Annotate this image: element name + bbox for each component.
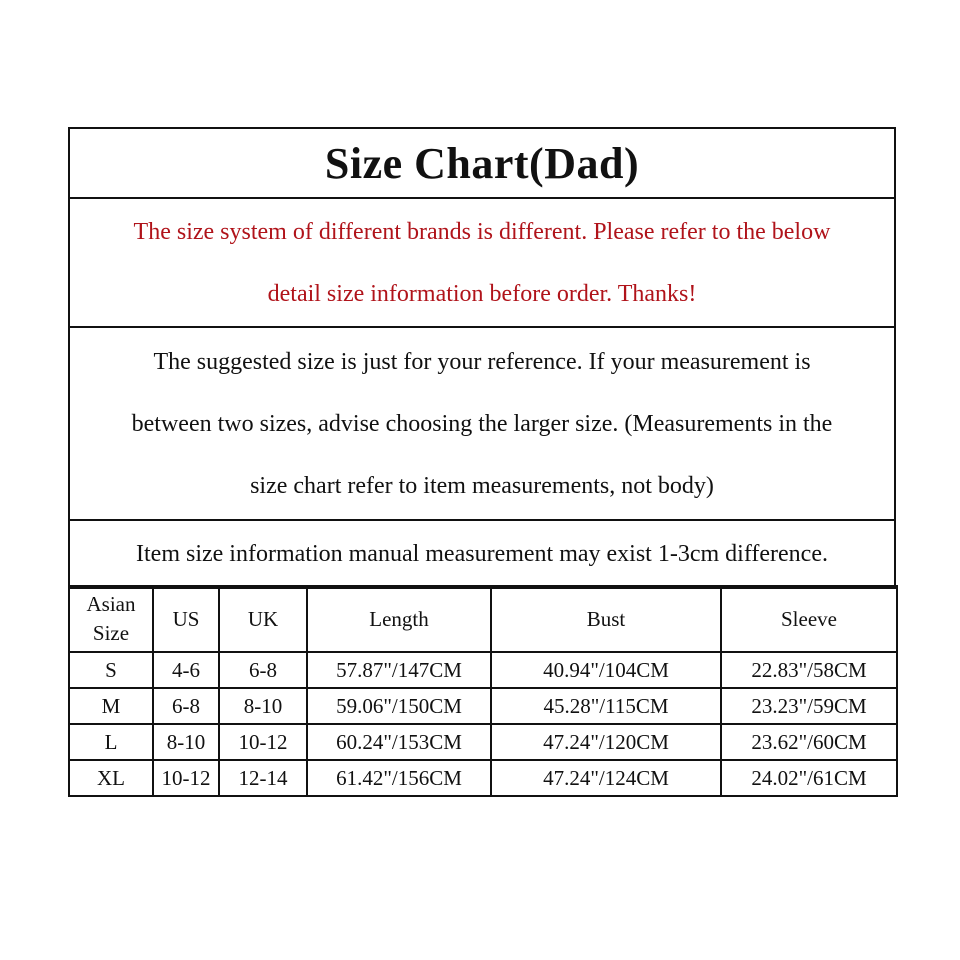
cell-sleeve: 24.02"/61CM <box>721 760 897 796</box>
header-us: US <box>153 586 219 652</box>
cell-us: 8-10 <box>153 724 219 760</box>
cell-uk: 12-14 <box>219 760 307 796</box>
suggestion-line: size chart refer to item measurements, not body) <box>250 472 714 499</box>
cell-bust: 45.28"/115CM <box>491 688 721 724</box>
suggestion-line: The suggested size is just for your reference. If your measurement is <box>153 348 811 375</box>
table-row <box>69 652 897 688</box>
cell-uk: 8-10 <box>219 688 307 724</box>
size-table <box>68 585 898 797</box>
cell-asian-size: M <box>69 688 153 724</box>
table-row <box>69 724 897 760</box>
brand-notice-line: The size system of different brands is different. Please refer to the below <box>133 218 831 245</box>
cell-bust: 47.24"/120CM <box>491 724 721 760</box>
cell-uk: 10-12 <box>219 724 307 760</box>
header-asian-line2: Size <box>92 621 130 645</box>
cell-asian-size: L <box>69 724 153 760</box>
header-bust: Bust <box>491 586 721 652</box>
manual-measurement-note <box>70 521 894 589</box>
cell-bust: 47.24"/124CM <box>491 760 721 796</box>
suggestion-note <box>70 328 894 521</box>
cell-length: 61.42"/156CM <box>307 760 491 796</box>
cell-sleeve: 23.23"/59CM <box>721 688 897 724</box>
header-asian-size <box>69 586 153 652</box>
cell-us: 6-8 <box>153 688 219 724</box>
cell-sleeve: 23.62"/60CM <box>721 724 897 760</box>
table-row <box>69 760 897 796</box>
cell-sleeve: 22.83"/58CM <box>721 652 897 688</box>
cell-asian-size: XL <box>69 760 153 796</box>
cell-length: 57.87"/147CM <box>307 652 491 688</box>
page-title: Size Chart(Dad) <box>324 138 640 188</box>
table-row <box>69 688 897 724</box>
cell-length: 59.06"/150CM <box>307 688 491 724</box>
brand-notice <box>70 199 894 328</box>
cell-asian-size: S <box>69 652 153 688</box>
manual-measurement-text: Item size information manual measurement may exist 1-3cm difference. <box>136 540 828 567</box>
header-length: Length <box>307 586 491 652</box>
cell-length: 60.24"/153CM <box>307 724 491 760</box>
header-asian-line1: Asian <box>86 592 136 616</box>
header-sleeve: Sleeve <box>721 586 897 652</box>
cell-us: 4-6 <box>153 652 219 688</box>
cell-uk: 6-8 <box>219 652 307 688</box>
brand-notice-line: detail size information before order. Thanks! <box>267 280 697 307</box>
header-uk: UK <box>219 586 307 652</box>
cell-us: 10-12 <box>153 760 219 796</box>
suggestion-line: between two sizes, advise choosing the larger size. (Measurements in the <box>131 410 833 437</box>
cell-bust: 40.94"/104CM <box>491 652 721 688</box>
title-row <box>70 129 894 199</box>
size-chart <box>68 127 896 589</box>
table-header-row <box>69 586 897 652</box>
